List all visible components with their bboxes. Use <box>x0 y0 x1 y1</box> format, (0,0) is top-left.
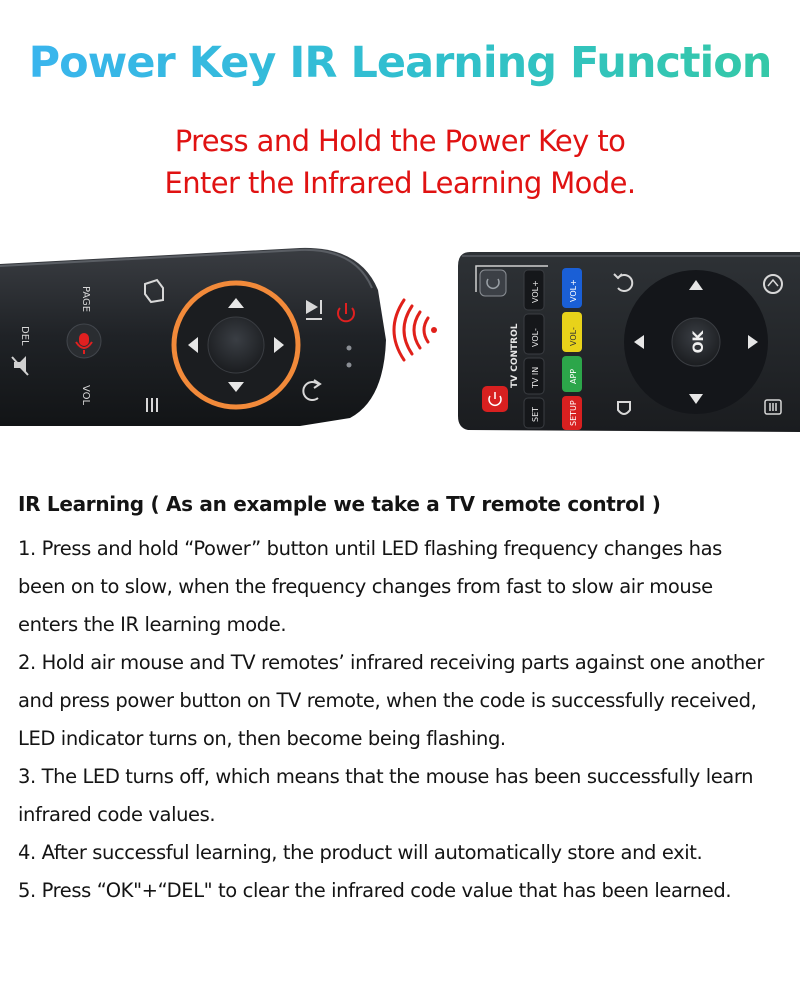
svg-text:SET: SET <box>531 406 540 422</box>
subtitle-line-2: Enter the Infrared Learning Mode. <box>164 166 636 200</box>
navigation-ring[interactable] <box>174 283 298 407</box>
tv-navigation-pad[interactable] <box>624 270 768 414</box>
tv-control-label: TV CONTROL <box>510 323 520 388</box>
ok-button[interactable] <box>208 317 264 373</box>
page-title: Power Key IR Learning Function <box>0 38 800 88</box>
svg-text:VOL+: VOL+ <box>531 280 540 303</box>
blue-vol-plus-button[interactable] <box>562 268 582 308</box>
svg-text:VOL-: VOL- <box>531 328 540 347</box>
instruction-line: 1. Press and hold “Power” button until LED flashing frequency changes has <box>18 537 722 560</box>
instruction-line: 5. Press “OK"+“DEL" to clear the infrared code value that has been learned. <box>18 879 732 902</box>
infrared-signal-icon <box>394 300 437 360</box>
red-setup-button[interactable] <box>562 396 582 430</box>
microphone-button[interactable] <box>67 324 101 358</box>
instruction-line: and press power button on TV remote, when the code is successfully received, <box>18 689 757 712</box>
instruction-line: enters the IR learning mode. <box>18 613 287 636</box>
remotes-illustration <box>0 230 800 450</box>
instruction-line: LED indicator turns on, then become being flashing. <box>18 727 506 750</box>
instructions <box>18 492 786 910</box>
subtitle-line-1: Press and Hold the Power Key to <box>174 124 626 158</box>
instruction-line: infrared code values. <box>18 803 216 826</box>
tv-remote <box>458 252 800 432</box>
tv-power-button[interactable] <box>482 386 508 412</box>
tv-in-button[interactable] <box>524 358 544 394</box>
page-label: PAGE <box>80 286 91 313</box>
svg-text:TV IN: TV IN <box>531 366 540 388</box>
svg-text:VOL-: VOL- <box>569 327 578 346</box>
instruction-line: 2. Hold air mouse and TV remotes’ infrared receiving parts against one another <box>18 651 764 674</box>
ok-label: OK <box>691 330 707 354</box>
set-button[interactable] <box>524 398 544 428</box>
svg-text:SETUP: SETUP <box>569 400 578 426</box>
svg-text:APP: APP <box>569 368 578 384</box>
vol-minus-button[interactable] <box>524 314 544 354</box>
instruction-line: 3. The LED turns off, which means that the mouse has been successfully learn <box>18 765 754 788</box>
power-outline-button[interactable] <box>480 270 506 296</box>
green-app-button[interactable] <box>562 356 582 392</box>
yellow-vol-minus-button[interactable] <box>562 312 582 352</box>
vol-plus-button[interactable] <box>524 270 544 310</box>
subtitle <box>0 120 800 204</box>
air-mouse-remote <box>0 248 386 426</box>
instruction-line: been on to slow, when the frequency changes from fast to slow air mouse <box>18 575 713 598</box>
del-label: DEL <box>19 326 30 346</box>
instruction-steps <box>18 530 786 910</box>
vol-label: VOL <box>80 385 91 406</box>
instructions-heading: IR Learning ( As an example we take a TV remote control ) <box>18 492 661 516</box>
svg-text:VOL+: VOL+ <box>569 279 578 302</box>
instruction-line: 4. After successful learning, the product will automatically store and exit. <box>18 841 703 864</box>
